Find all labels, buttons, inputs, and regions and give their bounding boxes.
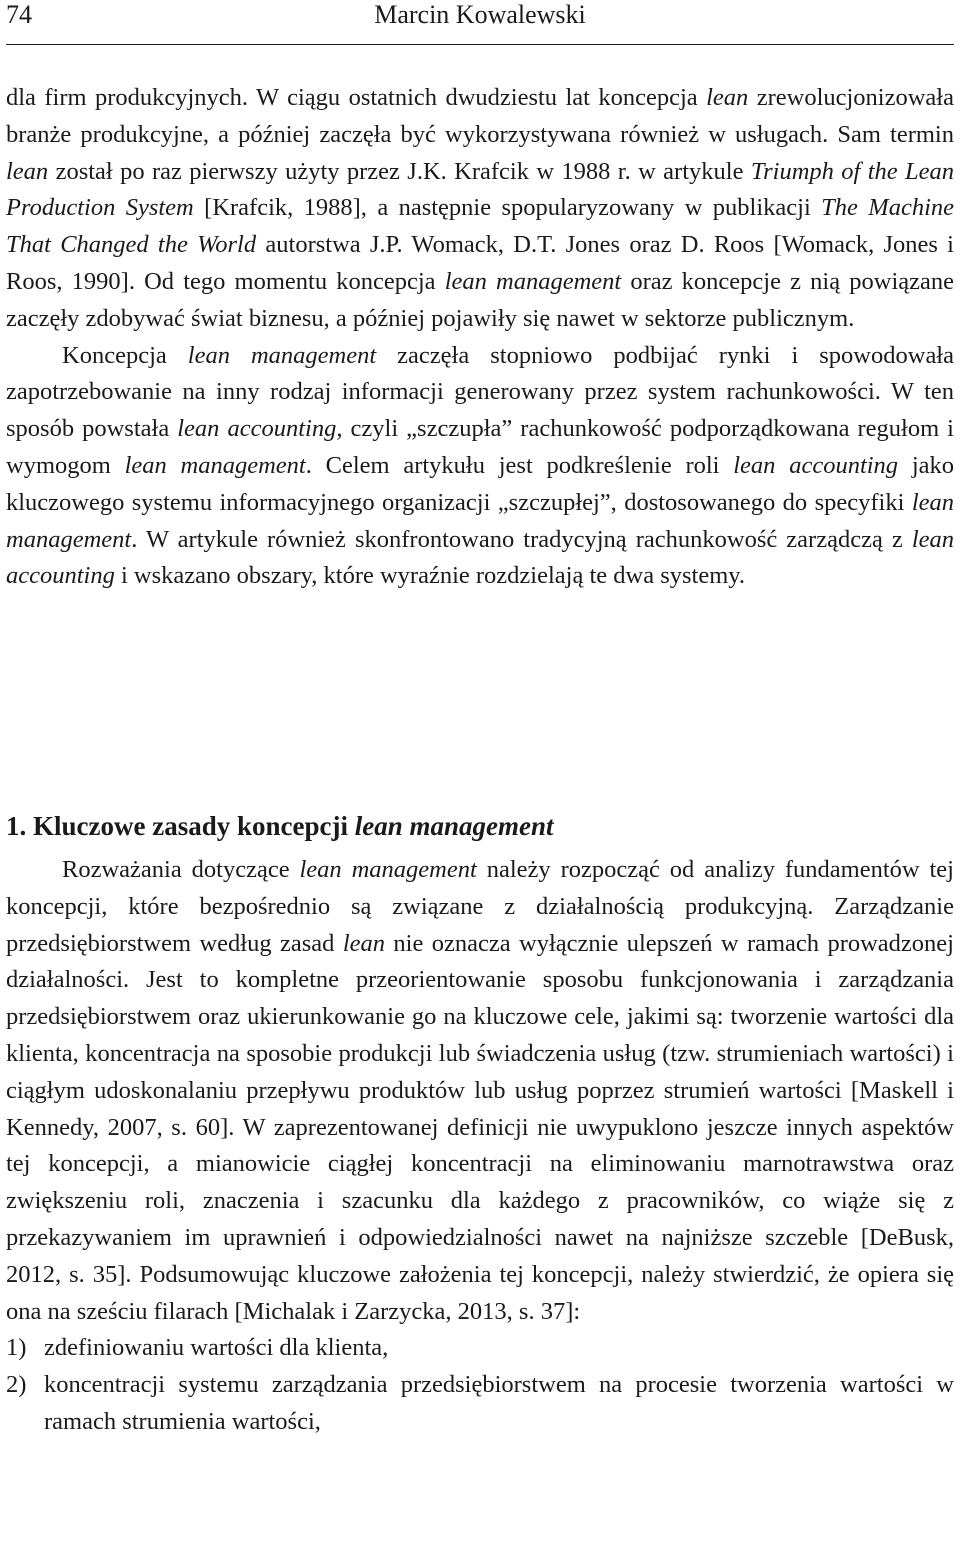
section-heading-italic: lean management (354, 811, 554, 842)
italic-term: lean accounting (6, 525, 954, 590)
text-run: . W artykule również skonfrontowano tradycyjną rachunkowość zarządczą z (131, 525, 912, 553)
list-item (6, 1367, 954, 1441)
section-heading-text: 1. Kluczowe zasady koncepcji (6, 811, 355, 842)
text-run: należy rozpocząć od analizy fundamentów tej koncepcji, które bezpośrednio są związane z działalnością produkcyjną. Zarządzanie przedsiębiorstwem według zasad (6, 856, 954, 957)
section-heading (6, 806, 954, 846)
italic-term: The Machine That Changed the World (6, 194, 955, 259)
italic-term: Triumph of the Lean Production System (6, 157, 955, 222)
text-run: nie oznacza wyłącznie ulepszeń w ramach prowadzonej działalności. Jest to kompletne przeorientowanie sposobu funkcjonowania i zarządzania przedsiębiorstwem oraz ukierunkowanie go na kluczowe cele, jakimi są: tworzenie wartości dla klienta, koncentracja na sposobie produkcji lub świadczenia usług (tzw. strumieniach wartości) i ciągłym udoskonalaniu przepływu produktów lub usług poprzez strumień wartości [Maskell i Kennedy, 2007, s. 60]. W zaprezentowanej definicji nie uwypuklono jeszcze innych aspektów tej koncepcji, a mianowicie ciągłej koncentracji na eliminowaniu marnotrawstwa oraz zwiększeniu roli, znaczenia i szacunku dla każdego z pracowników, co wiąże się z przekazywaniem im uprawnień i odpowiedzialności nawet na najniższe szczeble [DeBusk, 2012, s. 35]. Podsumowując kluczowe założenia tej koncepcji, należy stwierdzić, że opiera się ona na sześciu filarach [Michalak i Zarzycka, 2013, s. 37]: (6, 929, 954, 1325)
text-run: zaczęła stopniowo podbijać rynki i spowodowała zapotrzebowanie na inny rodzaj informacji generowany przez system rachunkowości. W ten sposób powstała (6, 341, 954, 443)
italic-term: lean management (187, 341, 377, 369)
italic-term: lean management (124, 451, 306, 479)
list-item-text: koncentracji systemu zarządzania przedsiębiorstwem na procesie tworzenia wartości w ramach strumienia wartości, (44, 1371, 954, 1435)
italic-term: lean management (6, 488, 954, 553)
text-run: dla firm produkcyjnych. W ciągu ostatnich dwudziestu lat koncepcja (6, 84, 707, 111)
section-text (6, 852, 954, 1441)
running-head (6, 0, 954, 38)
list-item-number: 1) (6, 1334, 27, 1362)
intro-paragraph-2 (6, 338, 954, 596)
header-rule (6, 44, 954, 45)
italic-term: lean management (299, 856, 477, 883)
text-run: autorstwa J.P. Womack, D.T. Jones oraz D. Roos [Womack, Jones i Roos, 1990]. Od tego momentu koncepcja (6, 231, 954, 295)
text-run: oraz koncepcje z nią powiązane zaczęły zdobywać świat biznesu, a później pojawiły się nawet w sektorze publicznym. (6, 267, 955, 332)
text-run: i wskazano obszary, które wyraźnie rozdzielają te dwa systemy. (114, 562, 746, 590)
italic-term: lean accounting (177, 415, 337, 443)
pillars-list (6, 1330, 954, 1440)
italic-term: lean accounting (733, 451, 899, 479)
italic-term: lean (342, 929, 385, 957)
text-run: został po raz pierwszy użyty przez J.K. Krafcik w 1988 r. w artykule (48, 157, 751, 185)
text-run: Koncepcja (62, 341, 188, 369)
text-run: Rozważania dotyczące (62, 856, 300, 883)
list-item (6, 1330, 954, 1367)
text-run: [Krafcik, 1988], a następnie spopularyzowany w publikacji (193, 194, 822, 222)
italic-term: lean (706, 84, 749, 111)
text-run: jako kluczowego systemu informacyjnego organizacji „szczupłej”, dostosowanego do specyfiki (6, 451, 955, 516)
intro-paragraph-1 (6, 80, 954, 338)
text-run: zrewolucjonizowała branże produkcyjne, a później zaczęła być wykorzystywana również w usługach. Sam termin (6, 84, 954, 148)
italic-term: lean management (444, 267, 622, 295)
list-item-number: 2) (6, 1371, 27, 1399)
text-run: . Celem artykułu jest podkreślenie roli (305, 451, 734, 479)
text-run: , czyli „szczupła” rachunkowość podporządkowana regułom i wymogom (6, 415, 954, 479)
section-paragraph-1 (6, 852, 954, 1330)
running-head-author: Marcin Kowalewski (374, 0, 586, 29)
italic-term: lean (6, 157, 49, 185)
intro-text (6, 80, 954, 595)
page-number: 74 (6, 0, 32, 29)
list-item-text: zdefiniowaniu wartości dla klienta, (44, 1334, 389, 1362)
